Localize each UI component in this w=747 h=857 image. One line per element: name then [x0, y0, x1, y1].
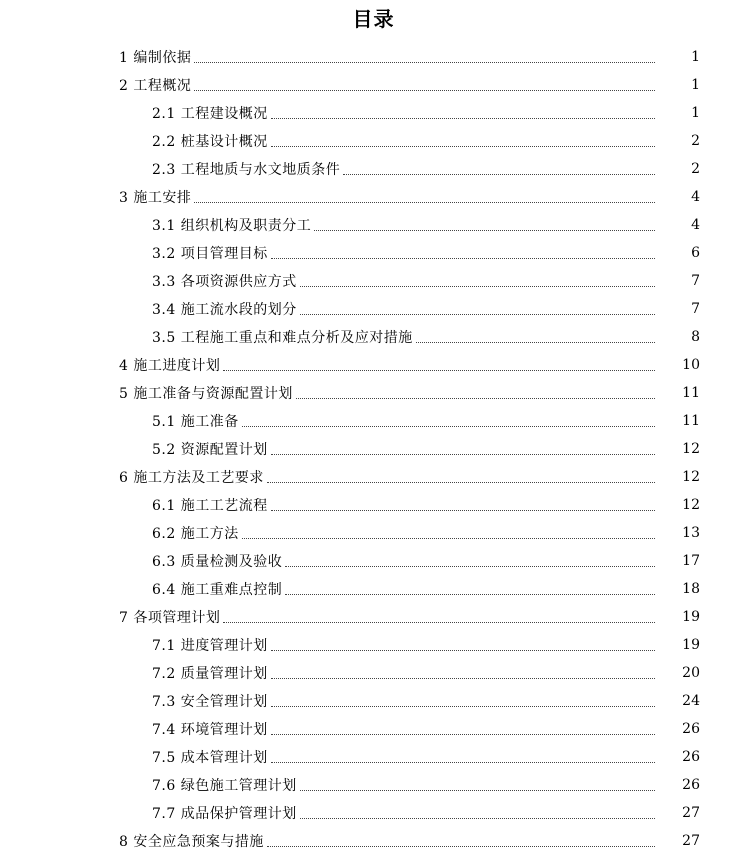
dot-leader — [242, 426, 655, 427]
dot-leader — [271, 454, 655, 455]
toc-entry-title: 5 施工准备与资源配置计划 — [119, 386, 293, 402]
toc-section-entry[interactable] — [152, 715, 747, 743]
toc-page-number: 10 — [682, 357, 700, 373]
dot-leader — [194, 62, 655, 63]
toc-section-entry[interactable] — [152, 407, 747, 435]
dot-leader — [271, 146, 655, 147]
toc-section-entry[interactable] — [152, 799, 747, 827]
dot-leader — [296, 398, 655, 399]
toc-entry-title: 5.2 资源配置计划 — [152, 442, 268, 458]
toc-entry-title: 7.2 质量管理计划 — [152, 666, 268, 682]
toc-page-number: 19 — [682, 637, 700, 653]
toc-entry-title: 6.4 施工重难点控制 — [152, 582, 283, 598]
toc-page-number: 13 — [682, 525, 700, 541]
toc-section-entry[interactable] — [152, 267, 747, 295]
toc-chapter-entry[interactable] — [119, 183, 747, 211]
toc-chapter-entry[interactable] — [119, 827, 747, 855]
toc-entry-title: 6.3 质量检测及验收 — [152, 554, 283, 570]
dot-leader — [271, 118, 655, 119]
toc-section-entry[interactable] — [152, 211, 747, 239]
toc-page-number: 1 — [691, 77, 700, 93]
dot-leader — [300, 286, 655, 287]
toc-page-number: 19 — [682, 609, 700, 625]
dot-leader — [271, 258, 655, 259]
dot-leader — [285, 566, 655, 567]
dot-leader — [300, 818, 655, 819]
dot-leader — [223, 622, 655, 623]
toc-page-number: 12 — [682, 469, 700, 485]
dot-leader — [271, 706, 655, 707]
dot-leader — [267, 846, 655, 847]
toc-entry-title: 1 编制依据 — [119, 50, 192, 66]
toc-page-number: 4 — [691, 217, 700, 233]
toc-section-entry[interactable] — [152, 99, 747, 127]
dot-leader — [300, 314, 655, 315]
toc-page-number: 1 — [691, 49, 700, 65]
dot-leader — [194, 90, 655, 91]
toc-section-entry[interactable] — [152, 491, 747, 519]
toc-entry-title: 3.5 工程施工重点和难点分析及应对措施 — [152, 330, 413, 346]
toc-section-entry[interactable] — [152, 155, 747, 183]
toc-chapter-entry[interactable] — [119, 379, 747, 407]
toc-entry-title: 7.7 成品保护管理计划 — [152, 806, 297, 822]
toc-section-entry[interactable] — [152, 435, 747, 463]
toc-entry-title: 2.2 桩基设计概况 — [152, 134, 268, 150]
toc-entry-title: 7 各项管理计划 — [119, 610, 221, 626]
toc-page-number: 27 — [682, 805, 700, 821]
toc-section-entry[interactable] — [152, 631, 747, 659]
toc-page-number: 2 — [691, 161, 700, 177]
toc-entry-title: 6.2 施工方法 — [152, 526, 239, 542]
toc-section-entry[interactable] — [152, 771, 747, 799]
toc-page-number: 24 — [682, 693, 700, 709]
toc-entry-title: 3.1 组织机构及职责分工 — [152, 218, 312, 234]
toc-page-number: 20 — [682, 665, 700, 681]
toc-entry-title: 3.3 各项资源供应方式 — [152, 274, 297, 290]
toc-section-entry[interactable] — [152, 519, 747, 547]
toc-entry-title: 7.6 绿色施工管理计划 — [152, 778, 297, 794]
dot-leader — [271, 762, 655, 763]
toc-page-number: 26 — [682, 749, 700, 765]
toc-section-entry[interactable] — [152, 687, 747, 715]
toc-entry-title: 7.4 环境管理计划 — [152, 722, 268, 738]
toc-page-number: 11 — [682, 413, 700, 429]
toc-section-entry[interactable] — [152, 127, 747, 155]
dot-leader — [300, 790, 655, 791]
dot-leader — [271, 510, 655, 511]
toc-section-entry[interactable] — [152, 743, 747, 771]
toc-page-number: 6 — [691, 245, 700, 261]
toc-entry-title: 6.1 施工工艺流程 — [152, 498, 268, 514]
toc-entry-title: 3 施工安排 — [119, 190, 192, 206]
dot-leader — [267, 482, 655, 483]
toc-page-number: 2 — [691, 133, 700, 149]
toc-section-entry[interactable] — [152, 239, 747, 267]
toc-page-number: 1 — [691, 105, 700, 121]
toc-section-entry[interactable] — [152, 295, 747, 323]
toc-page-number: 26 — [682, 777, 700, 793]
toc-page-number: 7 — [691, 301, 700, 317]
page-title: 目录 — [352, 7, 395, 31]
toc-entry-title: 7.3 安全管理计划 — [152, 694, 268, 710]
dot-leader — [271, 650, 655, 651]
toc-entry-title: 3.2 项目管理目标 — [152, 246, 268, 262]
dot-leader — [285, 594, 655, 595]
dot-leader — [343, 174, 655, 175]
toc-chapter-entry[interactable] — [119, 71, 747, 99]
toc-entry-title: 5.1 施工准备 — [152, 414, 239, 430]
toc-section-entry[interactable] — [152, 659, 747, 687]
dot-leader — [271, 678, 655, 679]
toc-page-number: 18 — [682, 581, 700, 597]
toc-section-entry[interactable] — [152, 547, 747, 575]
dot-leader — [223, 370, 655, 371]
toc-page-number: 12 — [682, 441, 700, 457]
dot-leader — [416, 342, 655, 343]
toc-page-number: 4 — [691, 189, 700, 205]
toc-page-number: 7 — [691, 273, 700, 289]
toc-page-number: 8 — [691, 329, 700, 345]
dot-leader — [242, 538, 655, 539]
toc-chapter-entry[interactable] — [119, 463, 747, 491]
toc-entry-title: 2.3 工程地质与水文地质条件 — [152, 162, 341, 178]
toc-page-number: 17 — [682, 553, 700, 569]
toc-entry-title: 7.5 成本管理计划 — [152, 750, 268, 766]
toc-entry-title: 3.4 施工流水段的划分 — [152, 302, 297, 318]
table-of-contents — [0, 43, 747, 855]
toc-section-entry[interactable] — [152, 323, 747, 351]
toc-entry-title: 2 工程概况 — [119, 78, 192, 94]
dot-leader — [314, 230, 655, 231]
toc-entry-title: 6 施工方法及工艺要求 — [119, 470, 264, 486]
dot-leader — [194, 202, 655, 203]
toc-page-number: 11 — [682, 385, 700, 401]
toc-chapter-entry[interactable] — [119, 43, 747, 71]
toc-entry-title: 2.1 工程建设概况 — [152, 106, 268, 122]
toc-chapter-entry[interactable] — [119, 603, 747, 631]
toc-page-number: 12 — [682, 497, 700, 513]
toc-chapter-entry[interactable] — [119, 351, 747, 379]
toc-page-number: 26 — [682, 721, 700, 737]
toc-page-number: 27 — [682, 833, 700, 849]
toc-entry-title: 8 安全应急预案与措施 — [119, 834, 264, 850]
toc-entry-title: 4 施工进度计划 — [119, 358, 221, 374]
toc-entry-title: 7.1 进度管理计划 — [152, 638, 268, 654]
dot-leader — [271, 734, 655, 735]
toc-section-entry[interactable] — [152, 575, 747, 603]
